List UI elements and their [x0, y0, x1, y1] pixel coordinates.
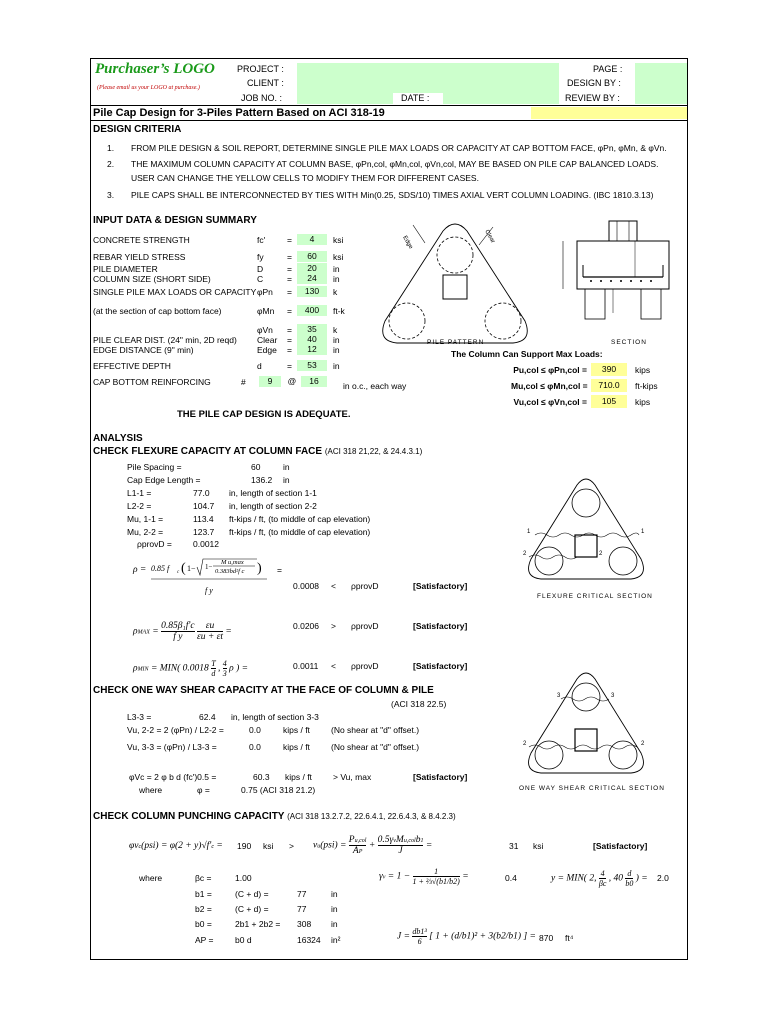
pile-pattern-caption: PILE PATTERN	[427, 339, 485, 346]
col-cap-value: 105	[591, 395, 627, 408]
flex-unit: in	[283, 462, 290, 472]
worksheet-page: Purchaser’s LOGO (Please email us your LOGO at purchase.) PROJECT : CLIENT : JOB NO. : DATE : PAGE : DESIGN BY : REVIEW BY : Pile Cap Design for 3-Piles Pattern Based on ACI 318-19 DESIGN CRITERIA 1. FROM PILE DESIGN & SOIL REPORT, DETERMINE SINGLE PILE MAX LOADS OR CAPACITY AT CAP BOTTOM FACE, φPn, φMn, & φVn. 2. THE MAXIMUM COLUMN CAPACITY AT COLUMN BASE, φPn,col, φMn,col, φVn,col, MAY BE BASED ON PILE CAP BALANCED LOADS. USER CAN CHANGE THE YELLOW CELLS TO MODIFY THEM FOR DIFFERENT CASES. 3. PILE CAPS SHALL BE INTERCONNECTED BY TIES WITH Min(0.25, SDS/10) TIMES AXIAL VERT COLUMN LOADING. (IBC 1810.3.13) INPUT DATA & DESIGN SUMMARY CONCRETE STRENGTH fc' = 4 ksi REBAR YIELD STRESS fy = 60 ksi PILE DIAMETER D = 20 in COLUMN SIZE (SHORT SIDE) C = 24 in SINGLE PILE MAX LOADS OR CAPACITY φPn = 130 k (at the section of cap bottom face) φMn = 400 ft-k φVn = 35 k PILE CLEAR DIST. (24" min, 2D reqd) Clear = 40 in EDGE DISTANCE (9" min) Edge = 12 in EFFECTIVE DEPTH d = 53 in CAP BOTTOM REINFORCING # 9 @ 16 in o.c., each way THE PILE CAP DESIGN IS ADEQUATE. Edge Clear PILE PATTERN SECTION The Column Can Support Max Loads: Pu,col ≤ φPn,col = 390 kips Mu,col ≤ φMn,col = 710.0 ft-kips Vu,col ≤ φVn,col = 105 kips ANALYSIS CHECK FLEXURE CAPACITY AT COLUMN FACE (ACI 318 21,22, & 24.4.3.1) Pile Spacing = 60 in Cap Edge Length = 136.2 in L1-1 = 77.0 in, length of section 1-1 L2-2 = 104.7 in, length of section 2-2 Mu, 1-1 = 113.4 ft-kips / ft, (to middle of cap elevation) Mu, 2-2 = 123.7 ft-kips / ft, (to middle of cap elevation) ρprovD = 0.0012 ρ = 0.85 f c ( 1− 1− M u,max 0.383bd²f c ) f y = 0.0008 < ρprovD [Satisfactory] ρMAX = $\frac{\text{0.85β₁f'c}}{\text{f y}}$ $\frac{\varepsilon u}{\varepsilon u + \varepsilon t}$ = 0.0206 > ρprovD [Satisfactory] ρMIN = MIN( 0.0018 $\frac{T}{d}$ , $\frac{4}{3}$ ρ ) = 0.0011 < ρprovD [Satisfactory] 1 1 2 2 FLEXURE CRITICAL SECTION CHECK ONE WAY SHEAR CAPACITY AT THE FACE OF COLUMN & PILE (ACI 318 22.5) L3-3 = 62.4 in, length of section 3-3 Vu, 2-2 = 2 (φPn) / L2-2 = 0.0 kips / ft (No shear at "d" offset.) Vu, 3-3 = (φPn) / L3-3 = 0.0 kips / ft (No shear at "d" offset.) φVc = 2 φ b d (fc')0.5 = 60.3 kips / ft > Vu, max [Satisfactory] where φ = 0.75 (ACI 318 21.2) 3 3 2 2 ONE WAY SHEAR CRITICAL SECTION CHECK COLUMN PUNCHING CAPACITY (ACI 318 13.2.7.2, 22.6.4.1, 22.6.4.3, & 8.4.2.3) φvc(psi) = φ(2 + y)√f'c = 190 ksi > vu(psi) = Pu,col AP + 0.5γvMu,colb1 J = 31 ksi [Satisfactory] where βc = 1.00 b1 = (C + d) = 77 in b2 = (C + d) = 77 in b0 = 2b1 + 2b2 = 308 in AP = b0 d 16324 in² γv = 1 − $\frac{1}{\text{1 + ⅔√(b1/b2)}}$ = 0.4 y = MIN( 2, $\frac{4}{\beta c}$ , 40 $\frac{d}{b0}$ ) = 2.0 J = $\frac{\text{db1³}}{6}$ [ 1 + (d/b1)² + 3(b2/b1) ] = 870 ft⁴	[90, 58, 688, 960]
punch-unit: in	[331, 919, 338, 929]
input-symbol: C	[257, 274, 264, 284]
punch-label: b2 =	[195, 904, 212, 914]
input-unit: in	[333, 345, 340, 355]
flex-label: L2-2 =	[127, 501, 152, 511]
punch-expr: b0 d	[235, 935, 252, 945]
criteria-item-1: FROM PILE DESIGN & SOIL REPORT, DETERMINE SINGLE PILE MAX LOADS OR CAPACITY AT CAP BOTTOM FACE, φPn, φMn, & φVn.	[131, 143, 667, 153]
rho-check-2-value: 0.0206	[293, 621, 319, 631]
input-symbol: Clear	[257, 335, 278, 345]
svg-text:0.383bd²f c: 0.383bd²f c	[215, 568, 245, 575]
punch-unit: in	[331, 904, 338, 914]
input-label: CONCRETE STRENGTH	[93, 235, 190, 245]
punch-value: 16324	[297, 935, 321, 945]
design-criteria-heading: DESIGN CRITERIA	[93, 124, 182, 135]
punch-unit: in	[331, 889, 338, 899]
flex-value: 60	[251, 462, 261, 472]
col-cap-title: The Column Can Support Max Loads:	[451, 349, 603, 359]
col-cap-unit: kips	[635, 365, 651, 375]
flex-unit: in	[283, 475, 290, 485]
pile-pattern-diagram	[375, 217, 535, 349]
svg-text:0.85 f: 0.85 f	[151, 564, 170, 573]
punch-vu-value: 31	[509, 841, 519, 851]
page-design-review-field[interactable]	[635, 63, 687, 104]
rho-min-formula: ρMIN = MIN( 0.0018 $\frac{T}{d}$ , $\frac{4}{3}$ ρ ) =	[133, 659, 249, 678]
input-label: CAP BOTTOM REINFORCING	[93, 377, 211, 387]
punch-label: b0 =	[195, 919, 212, 929]
input-value[interactable]: 12	[297, 344, 327, 355]
svg-text:): )	[257, 561, 262, 576]
punch-label: b1 =	[195, 889, 212, 899]
flex-unit: in, length of section 1-1	[229, 488, 317, 498]
rho-max-formula: ρMAX = $\frac{\text{0.85β₁f'c}}{\text{f y}}$ $\frac{\varepsilon u}{\varepsilon u + \varepsilon t}$ =	[133, 621, 232, 642]
svg-text:f y: f y	[205, 586, 213, 595]
rho-check-1-value: 0.0008	[293, 581, 319, 591]
col-cap-label: Vu,col ≤ φVn,col =	[513, 397, 587, 407]
input-symbol: d	[257, 361, 262, 371]
shear-value: 0.0	[249, 725, 261, 735]
reviewby-label: REVIEW BY :	[565, 93, 620, 103]
gamma-formula: γv = 1 − $\frac{1}{\text{1 + ⅔√(b1/b2)}}$ =	[379, 867, 469, 886]
project-label: PROJECT :	[237, 64, 284, 74]
input-value[interactable]: 20	[297, 263, 327, 274]
designby-label: DESIGN BY :	[567, 78, 621, 88]
input-unit: k	[333, 287, 338, 297]
one-way-shear-diagram	[521, 667, 651, 787]
date-field[interactable]	[443, 93, 559, 104]
shear-label: Vu, 3-3 = (φPn) / L3-3 =	[127, 742, 217, 752]
svg-text:3: 3	[611, 693, 615, 699]
vu-psi-formula: vu(psi) = Pu,col AP + 0.5γvMu,colb1 J =	[313, 835, 433, 856]
input-unit: ksi	[333, 252, 344, 262]
punch-expr: 1.00	[235, 873, 252, 883]
input-label: (at the section of cap bottom face)	[93, 306, 222, 316]
criteria-item-2b: USER CAN CHANGE THE YELLOW CELLS TO MODIFY THEM FOR DIFFERENT CASES.	[131, 173, 479, 183]
criteria-item-3: PILE CAPS SHALL BE INTERCONNECTED BY TIES WITH Min(0.25, SDS/10) TIMES AXIAL VERT COLUMN LOADING. (IBC 1810.3.13)	[131, 190, 654, 200]
project-client-field[interactable]	[297, 63, 559, 93]
j-value: 870	[539, 933, 554, 943]
input-symbol: Edge	[257, 345, 277, 355]
input-symbol: φVn	[257, 325, 273, 335]
svg-text:1−: 1−	[187, 564, 196, 573]
input-label: PILE DIAMETER	[93, 264, 158, 274]
punch-value: 190	[237, 841, 252, 851]
flex-value: 123.7	[193, 527, 215, 537]
flex-value: 136.2	[251, 475, 273, 485]
purchaser-logo: Purchaser’s LOGO	[95, 61, 215, 77]
shear-heading: CHECK ONE WAY SHEAR CAPACITY AT THE FACE OF COLUMN & PILE	[93, 685, 434, 696]
shear-label: L3-3 =	[127, 712, 152, 722]
input-value[interactable]: 35	[297, 324, 327, 335]
phivc-value: 60.3	[253, 772, 270, 782]
svg-text:2: 2	[599, 551, 603, 557]
clear-label: Clear	[483, 229, 496, 245]
rho-check-3-status: [Satisfactory]	[413, 661, 468, 671]
gamma-value: 0.4	[505, 873, 517, 883]
input-label: PILE CLEAR DIST. (24" min, 2D reqd)	[93, 335, 237, 345]
input-unit: in	[333, 274, 340, 284]
input-value[interactable]: 24	[297, 273, 327, 284]
input-unit: in	[333, 335, 340, 345]
phivc-psi-formula: φvc(psi) = φ(2 + y)√f'c =	[129, 841, 223, 851]
input-unit: ft-k	[333, 306, 345, 316]
shear-label: Vu, 2-2 = 2 (φPn) / L2-2 =	[127, 725, 224, 735]
input-unit: ksi	[333, 235, 344, 245]
rho-prov-value: 0.0012	[193, 539, 219, 549]
flex-unit: ft-kips / ft, (to middle of cap elevation)	[229, 527, 371, 537]
shear-value: 62.4	[199, 712, 216, 722]
svg-text:1−: 1−	[205, 563, 213, 571]
punch-expr: 2b1 + 2b2 =	[235, 919, 281, 929]
punching-heading: CHECK COLUMN PUNCHING CAPACITY (ACI 318 13.2.7.2, 22.6.4.1, 22.6.4.3, & 8.4.2.3)	[93, 811, 456, 822]
criteria-item-2: THE MAXIMUM COLUMN CAPACITY AT COLUMN BASE, φPn,col, φMn,col, φVn,col, MAY BE BASED ON PILE CAP BALANCED LOADS.	[131, 159, 659, 169]
input-symbol: φPn	[257, 287, 273, 297]
punch-value: 308	[297, 919, 312, 929]
rho-check-3-value: 0.0011	[293, 661, 319, 671]
input-symbol: φMn	[257, 306, 275, 316]
flex-unit: in, length of section 2-2	[229, 501, 317, 511]
section-caption: SECTION	[611, 339, 647, 346]
input-value[interactable]: 4	[297, 234, 327, 245]
input-symbol: fc'	[257, 235, 266, 245]
input-value[interactable]: 53	[297, 360, 327, 371]
input-value[interactable]: 40	[297, 334, 327, 345]
shear-value: 0.0	[249, 742, 261, 752]
rho-formula-graphic	[149, 553, 273, 601]
logo-note: (Please email us your LOGO at purchase.)	[97, 85, 200, 91]
phivc-label: φVc = 2 φ b d (fc')0.5 =	[129, 772, 217, 782]
edge-label: Edge	[401, 235, 414, 251]
title-yellow-band	[531, 107, 687, 119]
flex-label: Pile Spacing =	[127, 462, 182, 472]
flex-label: Mu, 1-1 =	[127, 514, 164, 524]
col-cap-value: 390	[591, 363, 627, 376]
punch-value: 77	[297, 889, 307, 899]
shear-fig-caption: ONE WAY SHEAR CRITICAL SECTION	[519, 785, 665, 792]
punch-expr: (C + d) =	[235, 904, 269, 914]
phivc-status: [Satisfactory]	[413, 772, 468, 782]
j-formula: J = $\frac{\text{db1³}}{6}$ [ 1 + (d/b1)² + 3(b2/b1) ] =	[397, 927, 536, 946]
flex-value: 77.0	[193, 488, 210, 498]
input-value[interactable]: 130	[297, 286, 327, 297]
punch-label: AP =	[195, 935, 214, 945]
input-unit: in	[333, 361, 340, 371]
input-heading: INPUT DATA & DESIGN SUMMARY	[93, 215, 257, 226]
input-unit: k	[333, 325, 338, 335]
input-label: REBAR YIELD STRESS	[93, 252, 186, 262]
jobno-field[interactable]	[297, 93, 393, 104]
flex-label: Mu, 2-2 =	[127, 527, 164, 537]
rho-check-2-status: [Satisfactory]	[413, 621, 468, 631]
svg-text:3: 3	[557, 693, 561, 699]
punch-unit: in²	[331, 935, 341, 945]
input-symbol: D	[257, 264, 264, 274]
col-cap-unit: ft-kips	[635, 381, 658, 391]
input-label: SINGLE PILE MAX LOADS OR CAPACITY	[93, 287, 257, 297]
col-cap-value: 710.0	[591, 379, 627, 392]
design-adequate: THE PILE CAP DESIGN IS ADEQUATE.	[177, 409, 351, 420]
svg-text:M u,max: M u,max	[221, 559, 244, 566]
y-value: 2.0	[657, 873, 669, 883]
input-symbol: fy	[257, 252, 264, 262]
flex-label: Cap Edge Length =	[127, 475, 201, 485]
flexure-fig-caption: FLEXURE CRITICAL SECTION	[537, 593, 653, 600]
col-cap-label: Pu,col ≤ φPn,col =	[513, 365, 587, 375]
shear-note: (No shear at "d" offset.)	[331, 742, 420, 752]
svg-text:1: 1	[641, 529, 645, 535]
date-label: DATE :	[401, 93, 430, 103]
flexure-heading: CHECK FLEXURE CAPACITY AT COLUMN FACE (ACI 318 21,22, & 24.4.3.1)	[93, 446, 423, 457]
svg-text:1: 1	[527, 529, 531, 535]
col-cap-label: Mu,col ≤ φMn,col =	[511, 381, 588, 391]
section-diagram	[543, 217, 673, 345]
flex-value: 104.7	[193, 501, 215, 511]
client-label: CLIENT :	[247, 78, 284, 88]
flex-label: L1-1 =	[127, 488, 152, 498]
page-label: PAGE :	[593, 64, 623, 74]
flex-unit: ft-kips / ft, (to middle of cap elevation)	[229, 514, 371, 524]
shear-unit: in, length of section 3-3	[231, 712, 319, 722]
shear-unit: kips / ft	[283, 725, 310, 735]
svg-text:(: (	[181, 561, 186, 576]
shear-note: (No shear at "d" offset.)	[331, 725, 420, 735]
rho-formula: ρ =	[133, 565, 147, 575]
input-symbol: #	[241, 377, 246, 387]
analysis-heading: ANALYSIS	[93, 433, 143, 444]
input-value[interactable]: 400	[297, 305, 327, 316]
input-label: COLUMN SIZE (SHORT SIDE)	[93, 274, 211, 284]
input-value[interactable]: 60	[297, 251, 327, 262]
input-label: EDGE DISTANCE (9" min)	[93, 345, 194, 355]
rho-check-1-status: [Satisfactory]	[413, 581, 468, 591]
punch-value: 77	[297, 904, 307, 914]
jobno-label: JOB NO. :	[241, 93, 283, 103]
col-cap-unit: kips	[635, 397, 651, 407]
reinf-tail: in o.c., each way	[343, 381, 407, 391]
svg-text:2: 2	[641, 741, 645, 747]
y-formula: y = MIN( 2, $\frac{4}{\beta c}$ , 40 $\frac{d}{b0}$ ) =	[551, 869, 648, 888]
phi-value: 0.75 (ACI 318 21.2)	[241, 785, 316, 795]
svg-text:2: 2	[523, 551, 527, 557]
page-title: Pile Cap Design for 3-Piles Pattern Based on ACI 318-19	[93, 107, 385, 119]
shear-unit: kips / ft	[283, 742, 310, 752]
punch-status: [Satisfactory]	[593, 841, 648, 851]
svg-text:2: 2	[523, 741, 527, 747]
rebar-size[interactable]: 9	[259, 376, 281, 387]
flex-value: 113.4	[193, 514, 214, 524]
flexure-critical-section-diagram	[521, 473, 651, 591]
punch-expr: (C + d) =	[235, 889, 269, 899]
input-label: EFFECTIVE DEPTH	[93, 361, 171, 371]
input-unit: in	[333, 264, 340, 274]
punch-label: βc =	[195, 873, 212, 883]
rebar-spacing[interactable]: 16	[301, 376, 327, 387]
shear-ref: (ACI 318 22.5)	[391, 699, 447, 709]
rho-prov-label: ρprovD =	[137, 539, 172, 549]
svg-text:c: c	[177, 570, 180, 575]
at-symbol: @	[287, 376, 297, 386]
